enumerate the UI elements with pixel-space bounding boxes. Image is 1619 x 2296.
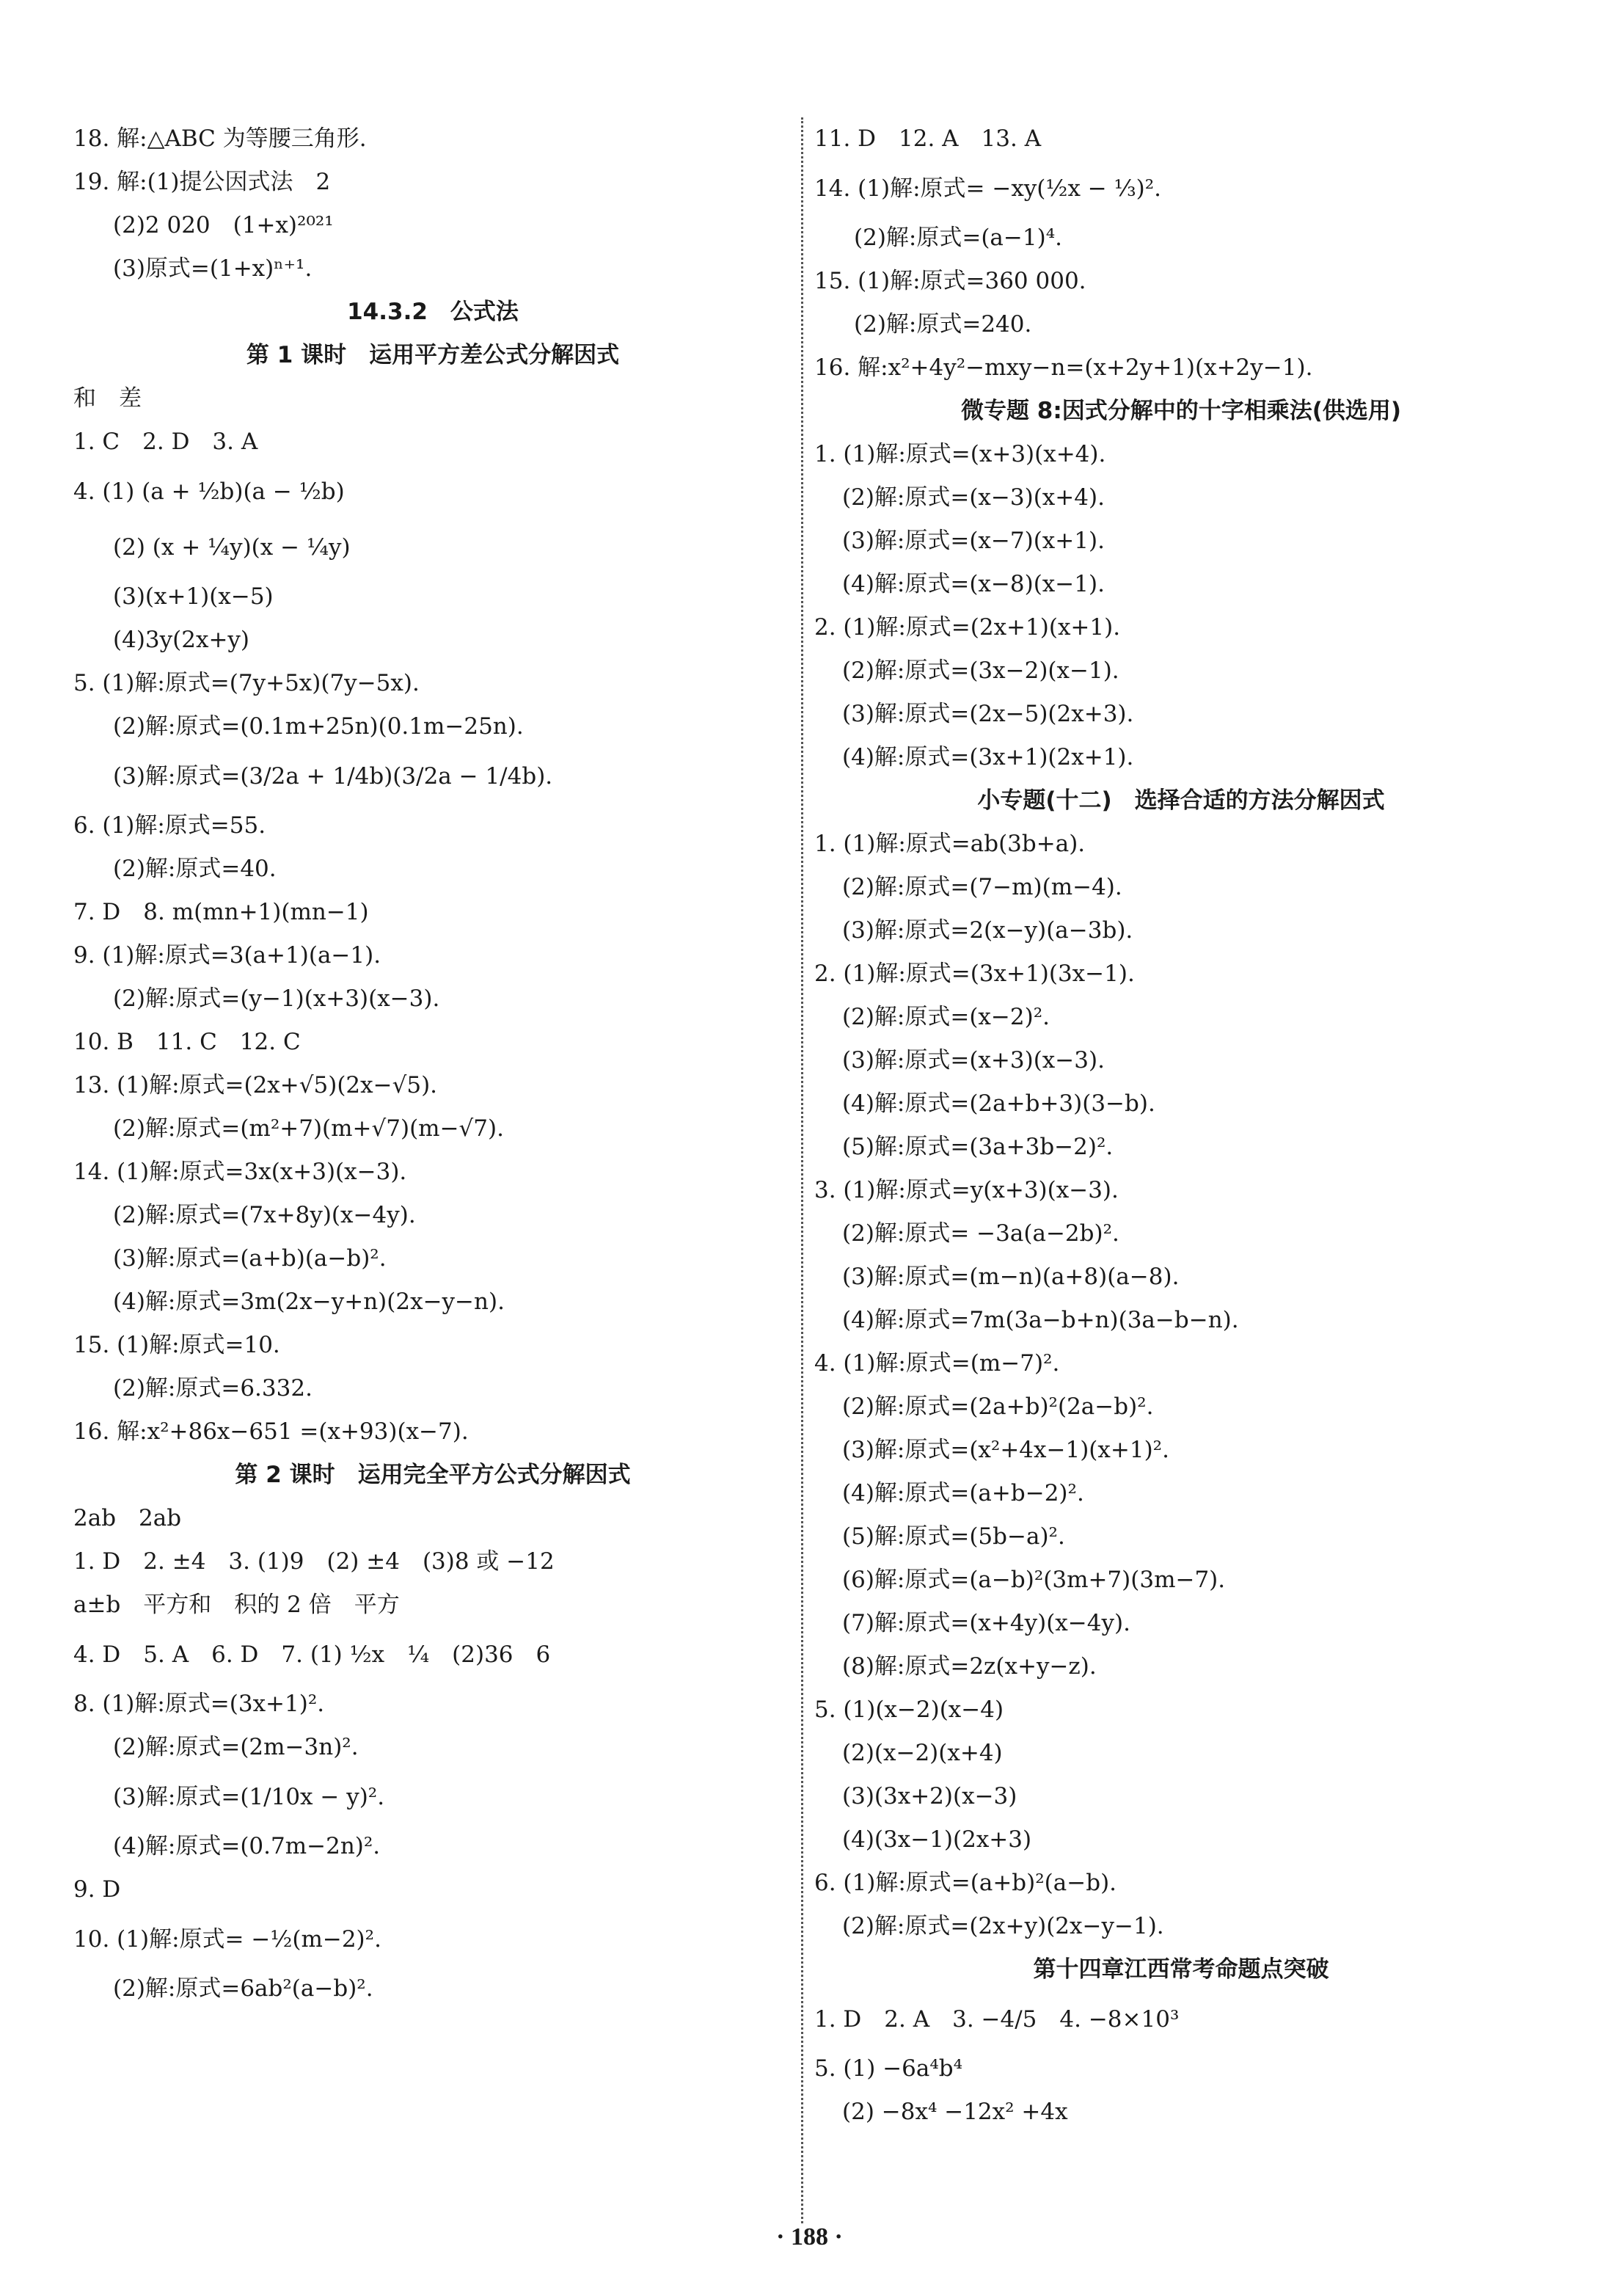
section-heading: 第 1 课时 运用平方差公式分解因式 [246,342,620,368]
answer-line: 4. (1)解:原式=(m−7)². [814,1350,1060,1377]
answer-line: 6. (1)解:原式=55. [73,812,266,839]
answer-line: (2)(x−2)(x+4) [842,1740,1003,1766]
answer-line: (4)解:原式=(0.7m−2n)². [113,1833,381,1859]
answer-line: (2)2 020 (1+x)²⁰²¹ [113,212,334,238]
answer-line: (2)解:原式=6ab²(a−b)². [113,1975,373,2002]
answer-line: 5. (1)(x−2)(x−4) [814,1697,1004,1723]
answer-line: 1. C 2. D 3. A [73,429,258,455]
answer-line: (6)解:原式=(a−b)²(3m+7)(3m−7). [842,1567,1226,1593]
answer-line: (2)解:原式=(3x−2)(x−1). [842,657,1119,684]
column-divider [801,117,803,2223]
answer-line: 1. D 2. A 3. −4/5 4. −8×10³ [814,2006,1180,2033]
answer-line: 9. (1)解:原式=3(a+1)(a−1). [73,942,381,969]
answer-line: 1. (1)解:原式=ab(3b+a). [814,831,1086,857]
answer-line: (3)(3x+2)(x−3) [842,1783,1017,1810]
answer-line: 9. D [73,1876,121,1903]
answer-line: (5)解:原式=(5b−a)². [842,1523,1065,1550]
answer-line: 15. (1)解:原式=360 000. [814,268,1086,294]
answer-line: (3)解:原式=2(x−y)(a−3b). [842,917,1133,944]
answer-line: (7)解:原式=(x+4y)(x−4y). [842,1610,1130,1636]
answer-line: (2)解:原式=(2m−3n)². [113,1734,359,1760]
answer-line: (2)解:原式= −3a(a−2b)². [842,1220,1119,1247]
answer-line: (2)解:原式=240. [854,311,1032,338]
answer-line: 16. 解:x²+86x−651 =(x+93)(x−7). [73,1418,469,1445]
answer-line: 5. (1)解:原式=(7y+5x)(7y−5x). [73,670,420,696]
answer-line: a±b 平方和 积的 2 倍 平方 [73,1592,400,1618]
left-column [73,117,792,2011]
answer-line: (3)(x+1)(x−5) [113,583,274,610]
answer-line: (2) −8x⁴ −12x² +4x [842,2099,1068,2125]
answer-line: 3. (1)解:原式=y(x+3)(x−3). [814,1177,1119,1203]
answer-line: 16. 解:x²+4y²−mxy−n=(x+2y+1)(x+2y−1). [814,354,1313,381]
answer-line: (8)解:原式=2z(x+y−z). [842,1653,1097,1680]
section-heading: 14.3.2 公式法 [347,299,519,325]
answer-line: 2. (1)解:原式=(3x+1)(3x−1). [814,961,1135,987]
answer-line: (4)解:原式=(2a+b+3)(3−b). [842,1090,1155,1117]
answer-line: (2)解:原式=(2a+b)²(2a−b)². [842,1393,1154,1420]
answer-line: (4)解:原式=(a+b−2)². [842,1480,1084,1506]
answer-line: (3)解:原式=(1/10x − y)². [113,1784,385,1810]
answer-line: (2)解:原式=40. [113,856,277,882]
answer-line: (2)解:原式=(7−m)(m−4). [842,874,1122,900]
answer-line: 1. D 2. ±4 3. (1)9 (2) ±4 (3)8 或 −12 [73,1548,555,1575]
answer-line: (2)解:原式=6.332. [113,1375,313,1402]
section-heading: 第十四章江西常考命题点突破 [1033,1956,1329,1983]
answer-line: 13. (1)解:原式=(2x+√5)(2x−√5). [73,1072,438,1098]
answer-line: (3)解:原式=(x²+4x−1)(x+1)². [842,1437,1169,1463]
section-heading: 微专题 8:因式分解中的十字相乘法(供选用) [960,398,1402,424]
section-heading: 小专题(十二) 选择合适的方法分解因式 [977,787,1385,814]
section-heading: 第 2 课时 运用完全平方公式分解因式 [235,1462,631,1488]
answer-line: (4)解:原式=3m(2x−y+n)(2x−y−n). [113,1289,505,1315]
answer-line: 6. (1)解:原式=(a+b)²(a−b). [814,1870,1117,1896]
answer-line: 2. (1)解:原式=(2x+1)(x+1). [814,614,1121,641]
answer-line: (4)解:原式=(3x+1)(2x+1). [842,744,1134,770]
answer-line: 10. B 11. C 12. C [73,1029,301,1055]
answer-line: (4)3y(2x+y) [113,627,250,653]
page-number: · 188 · [776,2223,843,2251]
answer-line: 和 差 [73,385,142,412]
answer-line: (3)原式=(1+x)ⁿ⁺¹. [113,255,313,282]
answer-line: (3)解:原式=(a+b)(a−b)². [113,1245,387,1272]
answer-line: (3)解:原式=(x+3)(x−3). [842,1047,1105,1074]
answer-line: (2)解:原式=(0.1m+25n)(0.1m−25n). [113,713,524,740]
answer-line: (3)解:原式=(2x−5)(2x+3). [842,701,1134,727]
answer-line: (2)解:原式=(m²+7)(m+√7)(m−√7). [113,1115,504,1142]
answer-line: (4)解:原式=7m(3a−b+n)(3a−b−n). [842,1307,1239,1333]
answer-line: (2)解:原式=(a−1)⁴. [854,225,1062,251]
answer-line: (5)解:原式=(3a+3b−2)². [842,1134,1114,1160]
answer-line: 15. (1)解:原式=10. [73,1332,280,1358]
answer-line: 19. 解:(1)提公因式法 2 [73,169,331,195]
answer-line: (2) (x + ¼y)(x − ¼y) [113,534,351,561]
answer-line: 5. (1) −6a⁴b⁴ [814,2055,963,2082]
answer-line: (4)(3x−1)(2x+3) [842,1826,1032,1853]
answer-line: 2ab 2ab [73,1505,182,1531]
answer-line: 7. D 8. m(mn+1)(mn−1) [73,899,369,925]
answer-line: 14. (1)解:原式=3x(x+3)(x−3). [73,1159,407,1185]
answer-line: 11. D 12. A 13. A [814,125,1042,152]
answer-line: (3)解:原式=(x−7)(x+1). [842,528,1105,554]
answer-line: 14. (1)解:原式= −xy(½x − ⅓)². [814,175,1162,202]
answer-line: 4. D 5. A 6. D 7. (1) ½x ¼ (2)36 6 [73,1641,551,1668]
answer-line: (4)解:原式=(x−8)(x−1). [842,571,1105,597]
answer-line: (2)解:原式=(2x+y)(2x−y−1). [842,1913,1164,1939]
answer-line: 18. 解:△ABC 为等腰三角形. [73,125,367,152]
answer-line: 4. (1) (a + ½b)(a − ½b) [73,478,345,505]
answer-line: (3)解:原式=(3/2a + 1/4b)(3/2a − 1/4b). [113,763,553,790]
answer-line: (2)解:原式=(x−2)². [842,1004,1050,1030]
answer-line: (3)解:原式=(m−n)(a+8)(a−8). [842,1264,1180,1290]
answer-line: 10. (1)解:原式= −½(m−2)². [73,1926,381,1953]
right-column [814,117,1548,2134]
answer-line: (2)解:原式=(7x+8y)(x−4y). [113,1202,416,1228]
answer-line: 1. (1)解:原式=(x+3)(x+4). [814,441,1106,467]
answer-line: (2)解:原式=(x−3)(x+4). [842,484,1105,511]
answer-line: 8. (1)解:原式=(3x+1)². [73,1691,325,1717]
answer-line: (2)解:原式=(y−1)(x+3)(x−3). [113,985,440,1012]
